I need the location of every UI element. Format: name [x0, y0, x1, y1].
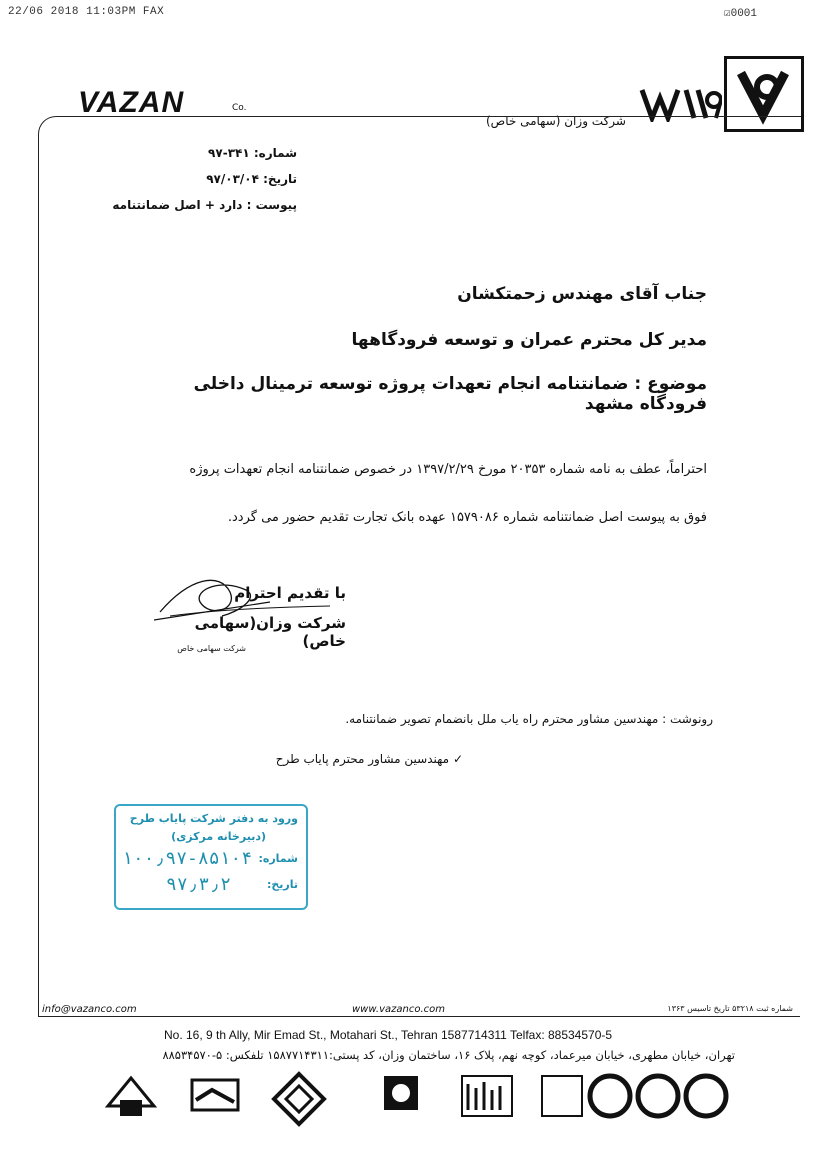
footer-registration: شماره ثبت ۵۳۲۱۸ تاریخ تاسیس ۱۳۶۳ [667, 1004, 793, 1013]
check-mark-icon: ✓ [452, 752, 463, 766]
brand-logo-latin: VAZAN [78, 86, 185, 119]
body-line-1: احتراماً، عطف به نامه شماره ۲۰۳۵۳ مورخ ۱۳۹۷/۲/۲۹ در خصوص ضمانتنامه انجام تعهدات پروژه [189, 462, 707, 477]
recipient-name: جناب آقای مهندس زحمتکشان [457, 284, 707, 304]
fax-page-value: 0001 [730, 8, 757, 20]
fax-page-number: ☑0001 [723, 8, 757, 20]
signature-closing: با تقدیم احترام [234, 584, 346, 602]
diamond-logo-icon [270, 1070, 328, 1128]
footer-website[interactable]: www.vazanco.com [352, 1004, 445, 1015]
association-logo-icon [102, 1070, 160, 1128]
letter-date: تاریخ: ۹۷/۰۳/۰۴ [206, 172, 297, 186]
signature-company: شرکت وزان(سهامی خاص) [194, 614, 346, 650]
recipient-position: مدیر کل محترم عمران و توسعه فرودگاهها [351, 330, 707, 350]
handshake-logo-icon [186, 1070, 244, 1128]
receipt-stamp [114, 804, 308, 910]
signature-stamp-sub: شرکت سهامی خاص [177, 644, 246, 653]
iran-association-logo-icon [372, 1070, 430, 1128]
stamp-date-label: تاریخ: [266, 878, 298, 891]
stamp-number-value: ۱۰۰٫۹۷-۸۵۱۰۴ [122, 848, 253, 869]
signature-block [150, 572, 346, 664]
fax-header: 22/06 2018 11:03PM FAX [8, 6, 165, 18]
cc-line-2 [243, 752, 463, 766]
body-line-2: فوق به پیوست اصل ضمانتنامه شماره ۱۵۷۹۰۸۶ عهده بانک تجارت تقدیم حضور می گردد. [227, 510, 707, 525]
letter-attachment: پیوست : دارد + اصل ضمانتنامه [112, 198, 297, 212]
stamp-date-value: ۹۷٫۳٫۲ [166, 874, 232, 895]
stamp-title: ورود به دفتر شرکت پایاب طرح [129, 812, 298, 825]
footer-address-en: No. 16, 9 th Ally, Mir Emad St., Motahari St., Tehran 1587714311 Telfax: 88534570-5 [164, 1028, 613, 1042]
brand-suffix: Co. [232, 103, 247, 113]
stamp-number-label: شماره: [258, 852, 298, 865]
grid-logo-icon [458, 1070, 516, 1128]
stamp-subtitle: (دبیرخانه مرکزی) [171, 830, 266, 843]
letter-number: شماره: ۳۴۱-۹۷ [208, 146, 297, 160]
iso-certificates-icon [540, 1070, 730, 1128]
footer-email[interactable]: info@vazanco.com [42, 1004, 137, 1015]
cc-line-1: رونوشت : مهندسین مشاور محترم راه یاب ملل بانضمام تصویر ضمانتنامه. [345, 712, 713, 726]
footer-divider [38, 1016, 800, 1017]
letter-subject: موضوع : ضمانتنامه انجام تعهدات پروژه توسعه ترمینال داخلی فرودگاه مشهد [193, 374, 707, 414]
company-name-fa: شرکت وزان (سهامی خاص) [486, 114, 626, 128]
footer-address-fa: تهران، خیابان مطهری، خیابان میرعماد، کوچه نهم، پلاک ۱۶، ساختمان وزان، کد پستی:۱۵۸۷۷۱۴۳۱۱ تلفکس: ۵-۸۸۵۳۴۵۷۰ [162, 1048, 735, 1062]
cc-line-2-text: مهندسین مشاور محترم پایاب طرح [275, 752, 450, 766]
